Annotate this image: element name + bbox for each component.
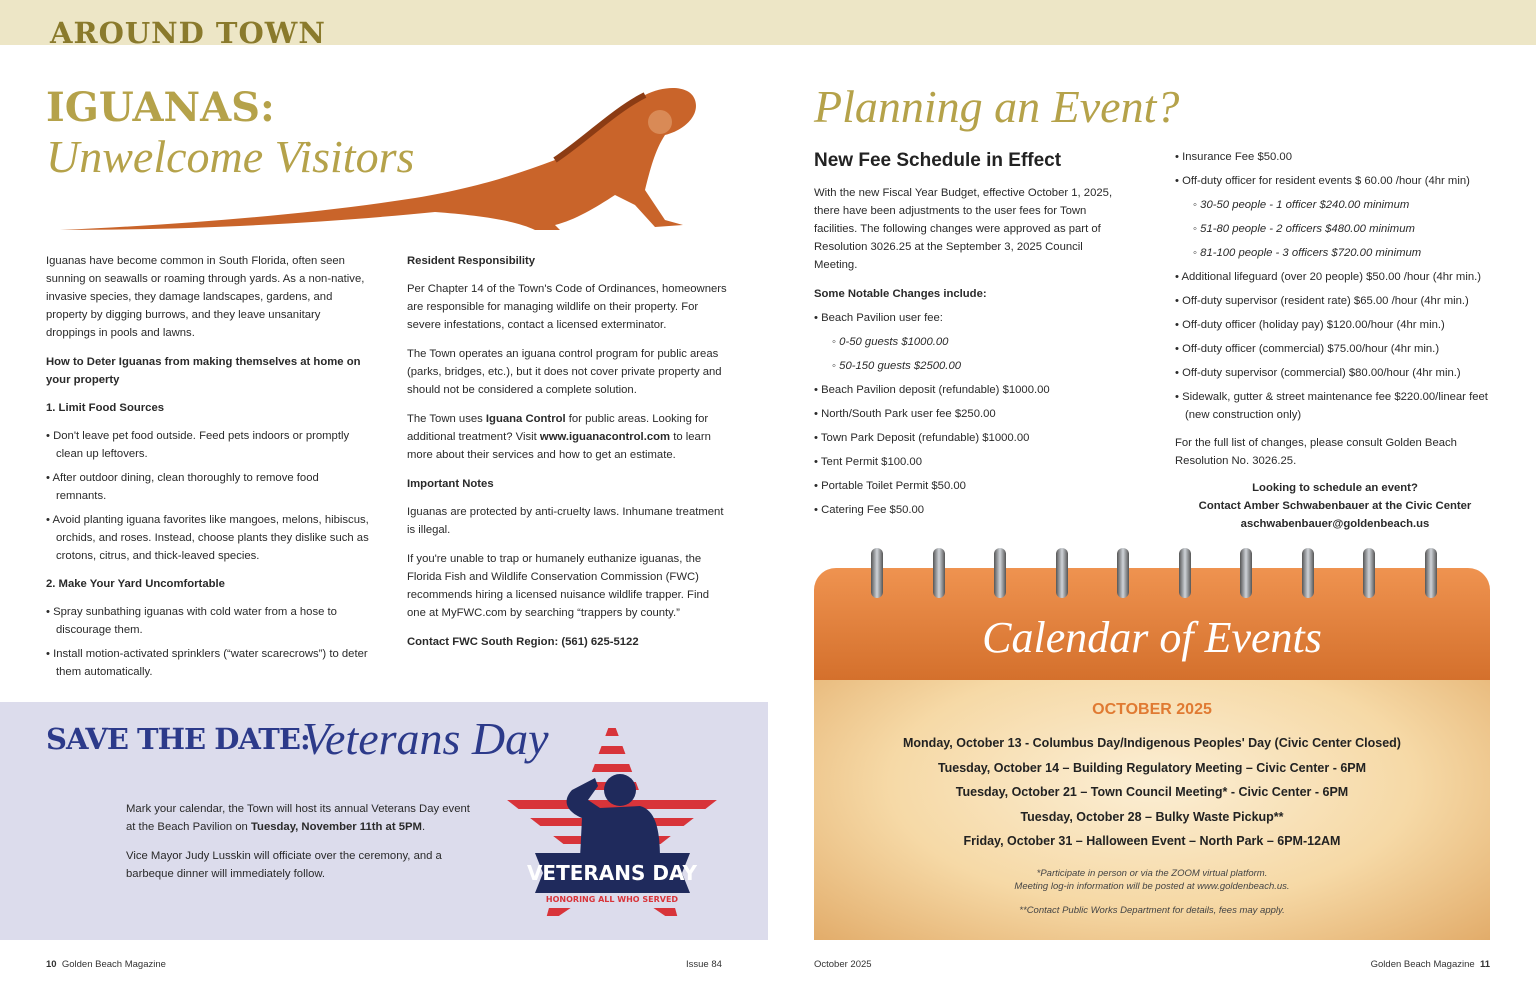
calendar-notes: [814, 867, 1490, 917]
list-item: • After outdoor dining, clean thoroughly to remove food remnants.: [46, 469, 371, 505]
magazine-name: Golden Beach Magazine: [1370, 959, 1475, 970]
fee-heading: New Fee Schedule in Effect: [814, 150, 1062, 171]
cta-question: Looking to schedule an event?: [1252, 482, 1418, 494]
calendar-events: [814, 731, 1490, 854]
section-1-list: [46, 427, 371, 565]
text: for public areas. Looking for additional treatment? Visit: [407, 413, 709, 443]
iguana-column-2: [407, 252, 727, 661]
binder-ring: [1425, 548, 1437, 598]
page-number: 11: [1479, 959, 1490, 970]
fee-item: • Additional lifeguard (over 20 people) $50.00 /hour (4hr min.): [1175, 268, 1495, 286]
veterans-text: [126, 800, 481, 894]
deter-heading: How to Deter Iguanas from making themselves at home on your property: [46, 356, 361, 386]
veterans-p2: Vice Mayor Judy Lusskin will officiate over the ceremony, and a barbeque dinner will immediately follow.: [126, 850, 442, 880]
calendar-title: Calendar of Events: [982, 613, 1322, 662]
calendar-note: **Contact Public Works Department for details, fees may apply.: [1019, 905, 1285, 916]
cta-contact: Contact Amber Schwabenbauer at the Civic Center: [1198, 500, 1472, 512]
calendar-event: Tuesday, October 28 – Bulky Waste Pickup**: [1020, 809, 1284, 824]
section-2-list: [46, 603, 371, 681]
binder-ring: [933, 548, 945, 598]
veterans-title: SAVE THE DATE:: [46, 722, 310, 756]
notes-heading: Important Notes: [407, 478, 494, 490]
list-item: • Install motion-activated sprinklers (“water scarecrows”) to deter them automatically.: [46, 645, 371, 681]
binder-ring: [1056, 548, 1068, 598]
calendar-event: Monday, October 13 - Columbus Day/Indigenous Peoples' Day (Civic Center Closed): [903, 736, 1401, 750]
iguana-title: IGUANAS:: [46, 84, 275, 131]
issue-date: October 2025: [814, 959, 872, 970]
binder-ring: [1117, 548, 1129, 598]
iguana-subtitle: Unwelcome Visitors: [46, 131, 415, 182]
footer-right: [1371, 959, 1490, 970]
binder-ring: [994, 548, 1006, 598]
issue-number: Issue 84: [686, 959, 722, 970]
text: to learn more about their services and how to get an estimate.: [407, 431, 711, 461]
fee-item: ◦ 81-100 people - 3 officers $720.00 minimum: [1175, 244, 1495, 262]
fee-item: • Off-duty officer (commercial) $75.00/hour (4hr min.): [1175, 340, 1495, 358]
fee-item: • Insurance Fee $50.00: [1175, 148, 1495, 166]
fee-intro: With the new Fiscal Year Budget, effective October 1, 2025, there have been adjustments to the user fees for Town facilities. The following changes were approved as part of Resolution 3026.25 at the September 3, 2025 Council Meeting.: [814, 187, 1113, 271]
calendar-event: Tuesday, October 21 – Town Council Meeting* - Civic Center - 6PM: [955, 785, 1349, 799]
fee-item: ◦ 50-150 guests $2500.00: [814, 357, 1129, 375]
binder-ring: [1302, 548, 1314, 598]
section-2-heading: 2. Make Your Yard Uncomfortable: [46, 578, 225, 590]
binder-ring: [1179, 548, 1191, 598]
fee-item: • Off-duty officer (holiday pay) $120.00/hour (4hr min.): [1175, 316, 1495, 334]
fee-column-1: [814, 184, 1129, 529]
logo-title: VETERANS DAY: [526, 861, 698, 885]
fee-item: • North/South Park user fee $250.00: [814, 405, 1129, 423]
binder-ring: [1363, 548, 1375, 598]
iguana-control-name: Iguana Control: [485, 413, 566, 425]
fee-item: ◦ 0-50 guests $1000.00: [814, 333, 1129, 351]
fee-item: • Off-duty supervisor (commercial) $80.00/hour (4hr min.): [1175, 364, 1495, 382]
event-date: Tuesday, November 11th at 5PM: [250, 821, 422, 833]
fee-item: • Tent Permit $100.00: [814, 453, 1129, 471]
resident-p1: Per Chapter 14 of the Town's Code of Ordinances, homeowners are responsible for managing wildlife on their property. For severe infestations, contact a licensed exterminator.: [407, 283, 727, 331]
calendar-note: *Participate in person or via the ZOOM virtual platform.: [1036, 868, 1268, 879]
magazine-name: Golden Beach Magazine: [61, 959, 166, 970]
iguana-column-1: [46, 252, 371, 691]
fee-item: • Catering Fee $50.00: [814, 501, 1129, 519]
veterans-p1: [126, 800, 481, 836]
changes-heading: Some Notable Changes include:: [814, 288, 987, 300]
list-item: • Don't leave pet food outside. Feed pets indoors or promptly clean up leftovers.: [46, 427, 371, 463]
contact-block: [1175, 479, 1495, 533]
notes-p1: Iguanas are protected by anti-cruelty laws. Inhumane treatment is illegal.: [407, 506, 724, 536]
calendar-note: Meeting log-in information will be posted at www.goldenbeach.us.: [1014, 881, 1290, 892]
text: .: [421, 821, 426, 833]
section-1-heading: 1. Limit Food Sources: [46, 402, 165, 414]
footer-left: [46, 959, 166, 970]
resident-p3: [407, 410, 727, 464]
fwc-contact: Contact FWC South Region: (561) 625-5122: [407, 636, 639, 648]
calendar-month: OCTOBER 2025: [1092, 701, 1212, 718]
iguana-intro: Iguanas have become common in South Florida, often seen sunning on seawalls or roaming through yards. As a non-native, invasive species, they damage landscapes, gardens, and property by digging burrows, and they leave unsanitary droppings in pools and lawns.: [46, 255, 365, 339]
list-item: • Avoid planting iguana favorites like mangoes, melons, hibiscus, orchids, and roses. Instead, choose plants they dislike such as crotons, citrus, and thick-leaved species.: [46, 511, 371, 565]
binder-ring: [871, 548, 883, 598]
contact-email[interactable]: aschwabenbauer@goldenbeach.us: [1240, 518, 1430, 530]
notes-p2: If you're unable to trap or humanely euthanize iguanas, the Florida Fish and Wildlife Conservation Commission (FWC) recommends hiring a licensed nuisance wildlife trapper. Find one at MyFWC.com by searching “trappers by county.”: [407, 553, 710, 619]
fees-left-list: [814, 309, 1129, 519]
page-number: 10: [46, 959, 57, 970]
fee-item: ◦ 51-80 people - 2 officers $480.00 minimum: [1175, 220, 1495, 238]
text: Mark your calendar, the Town will host its annual Veterans Day event at the Beach Pavilion on: [126, 803, 470, 833]
section-title: AROUND TOWN: [50, 16, 326, 50]
fee-item: • Portable Toilet Permit $50.00: [814, 477, 1129, 495]
fee-item: • Beach Pavilion user fee:: [814, 309, 1129, 327]
logo-subtitle: HONORING ALL WHO SERVED: [545, 895, 679, 904]
fee-item: • Off-duty supervisor (resident rate) $65.00 /hour (4hr min.): [1175, 292, 1495, 310]
list-item: • Spray sunbathing iguanas with cold water from a hose to discourage them.: [46, 603, 371, 639]
fee-item: • Beach Pavilion deposit (refundable) $1000.00: [814, 381, 1129, 399]
calendar-event: Tuesday, October 14 – Building Regulatory Meeting – Civic Center - 6PM: [937, 760, 1367, 775]
veterans-day-logo: [500, 718, 725, 930]
iguana-control-link[interactable]: www.iguanacontrol.com: [539, 431, 671, 443]
text: The Town uses: [407, 413, 486, 425]
fee-item: • Sidewalk, gutter & street maintenance fee $220.00/linear feet (new construction only): [1175, 388, 1495, 424]
resident-heading: Resident Responsibility: [407, 255, 536, 267]
calendar-event: Friday, October 31 – Halloween Event – North Park – 6PM-12AM: [963, 834, 1341, 848]
fee-item: ◦ 30-50 people - 1 officer $240.00 minimum: [1175, 196, 1495, 214]
veterans-subtitle: Veterans Day: [302, 713, 549, 764]
fees-right-list: [1175, 148, 1495, 424]
fee-column-2: [1175, 148, 1495, 544]
resident-p2: The Town operates an iguana control program for public areas (parks, bridges, etc.), but it does not cover private property and should not be considered a complete solution.: [407, 348, 722, 396]
fee-item: • Off-duty officer for resident events $ 60.00 /hour (4hr min): [1175, 172, 1495, 190]
iguana-image: [55, 80, 700, 240]
binder-ring: [1240, 548, 1252, 598]
fee-item: • Town Park Deposit (refundable) $1000.00: [814, 429, 1129, 447]
event-title: Planning an Event?: [814, 81, 1180, 132]
full-list-note: For the full list of changes, please consult Golden Beach Resolution No. 3026.25.: [1175, 437, 1457, 467]
